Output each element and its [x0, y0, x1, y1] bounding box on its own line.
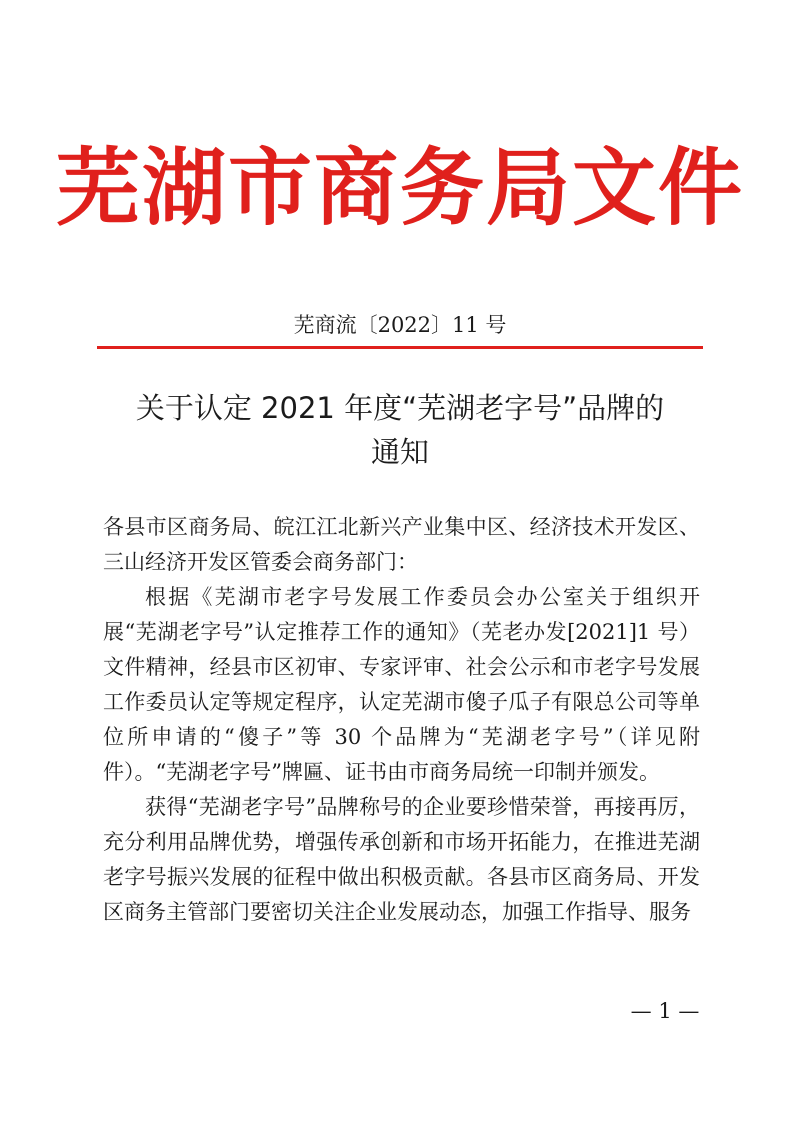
addressee: 各县市区商务局、皖江江北新兴产业集中区、经济技术开发区、三山经济开发区管委会商务部门： [103, 515, 700, 574]
document-body [103, 510, 700, 930]
title-line-1: 关于认定 2021 年度“芜湖老字号”品牌的 [135, 391, 665, 425]
body-paragraph-1: 根据《芜湖市老字号发展工作委员会办公室关于组织开展“芜湖老字号”认定推荐工作的通知》（芜老办发[2021]1 号）文件精神，经县市区初审、专家评审、社会公示和市老字号发展工作委员认定等规定程序，认定芜湖市傻子瓜子有限总公司等单位所申请的“傻子”等 30 个品牌为“芜湖老字号”（详见附件）。“芜湖老字号”牌匾、证书由市商务局统一印制并颁发。 [103, 585, 700, 784]
page-number: — 1 — [630, 999, 700, 1023]
title-line-2: 通知 [370, 435, 429, 469]
body-paragraph-2: 获得“芜湖老字号”品牌称号的企业要珍惜荣誉，再接再厉，充分利用品牌优势，增强传承创新和市场开拓能力，在推进芜湖老字号振兴发展的征程中做出积极贡献。各县市区商务局、开发区商务主管部门要密切关注企业发展动态，加强工作指导、服务 [103, 795, 700, 924]
masthead-red-rule [97, 346, 703, 349]
document-masthead: 芜湖市商务局文件 [55, 139, 744, 237]
document-number: 芜商流〔2022〕11 号 [293, 313, 507, 337]
document-title [0, 386, 800, 474]
